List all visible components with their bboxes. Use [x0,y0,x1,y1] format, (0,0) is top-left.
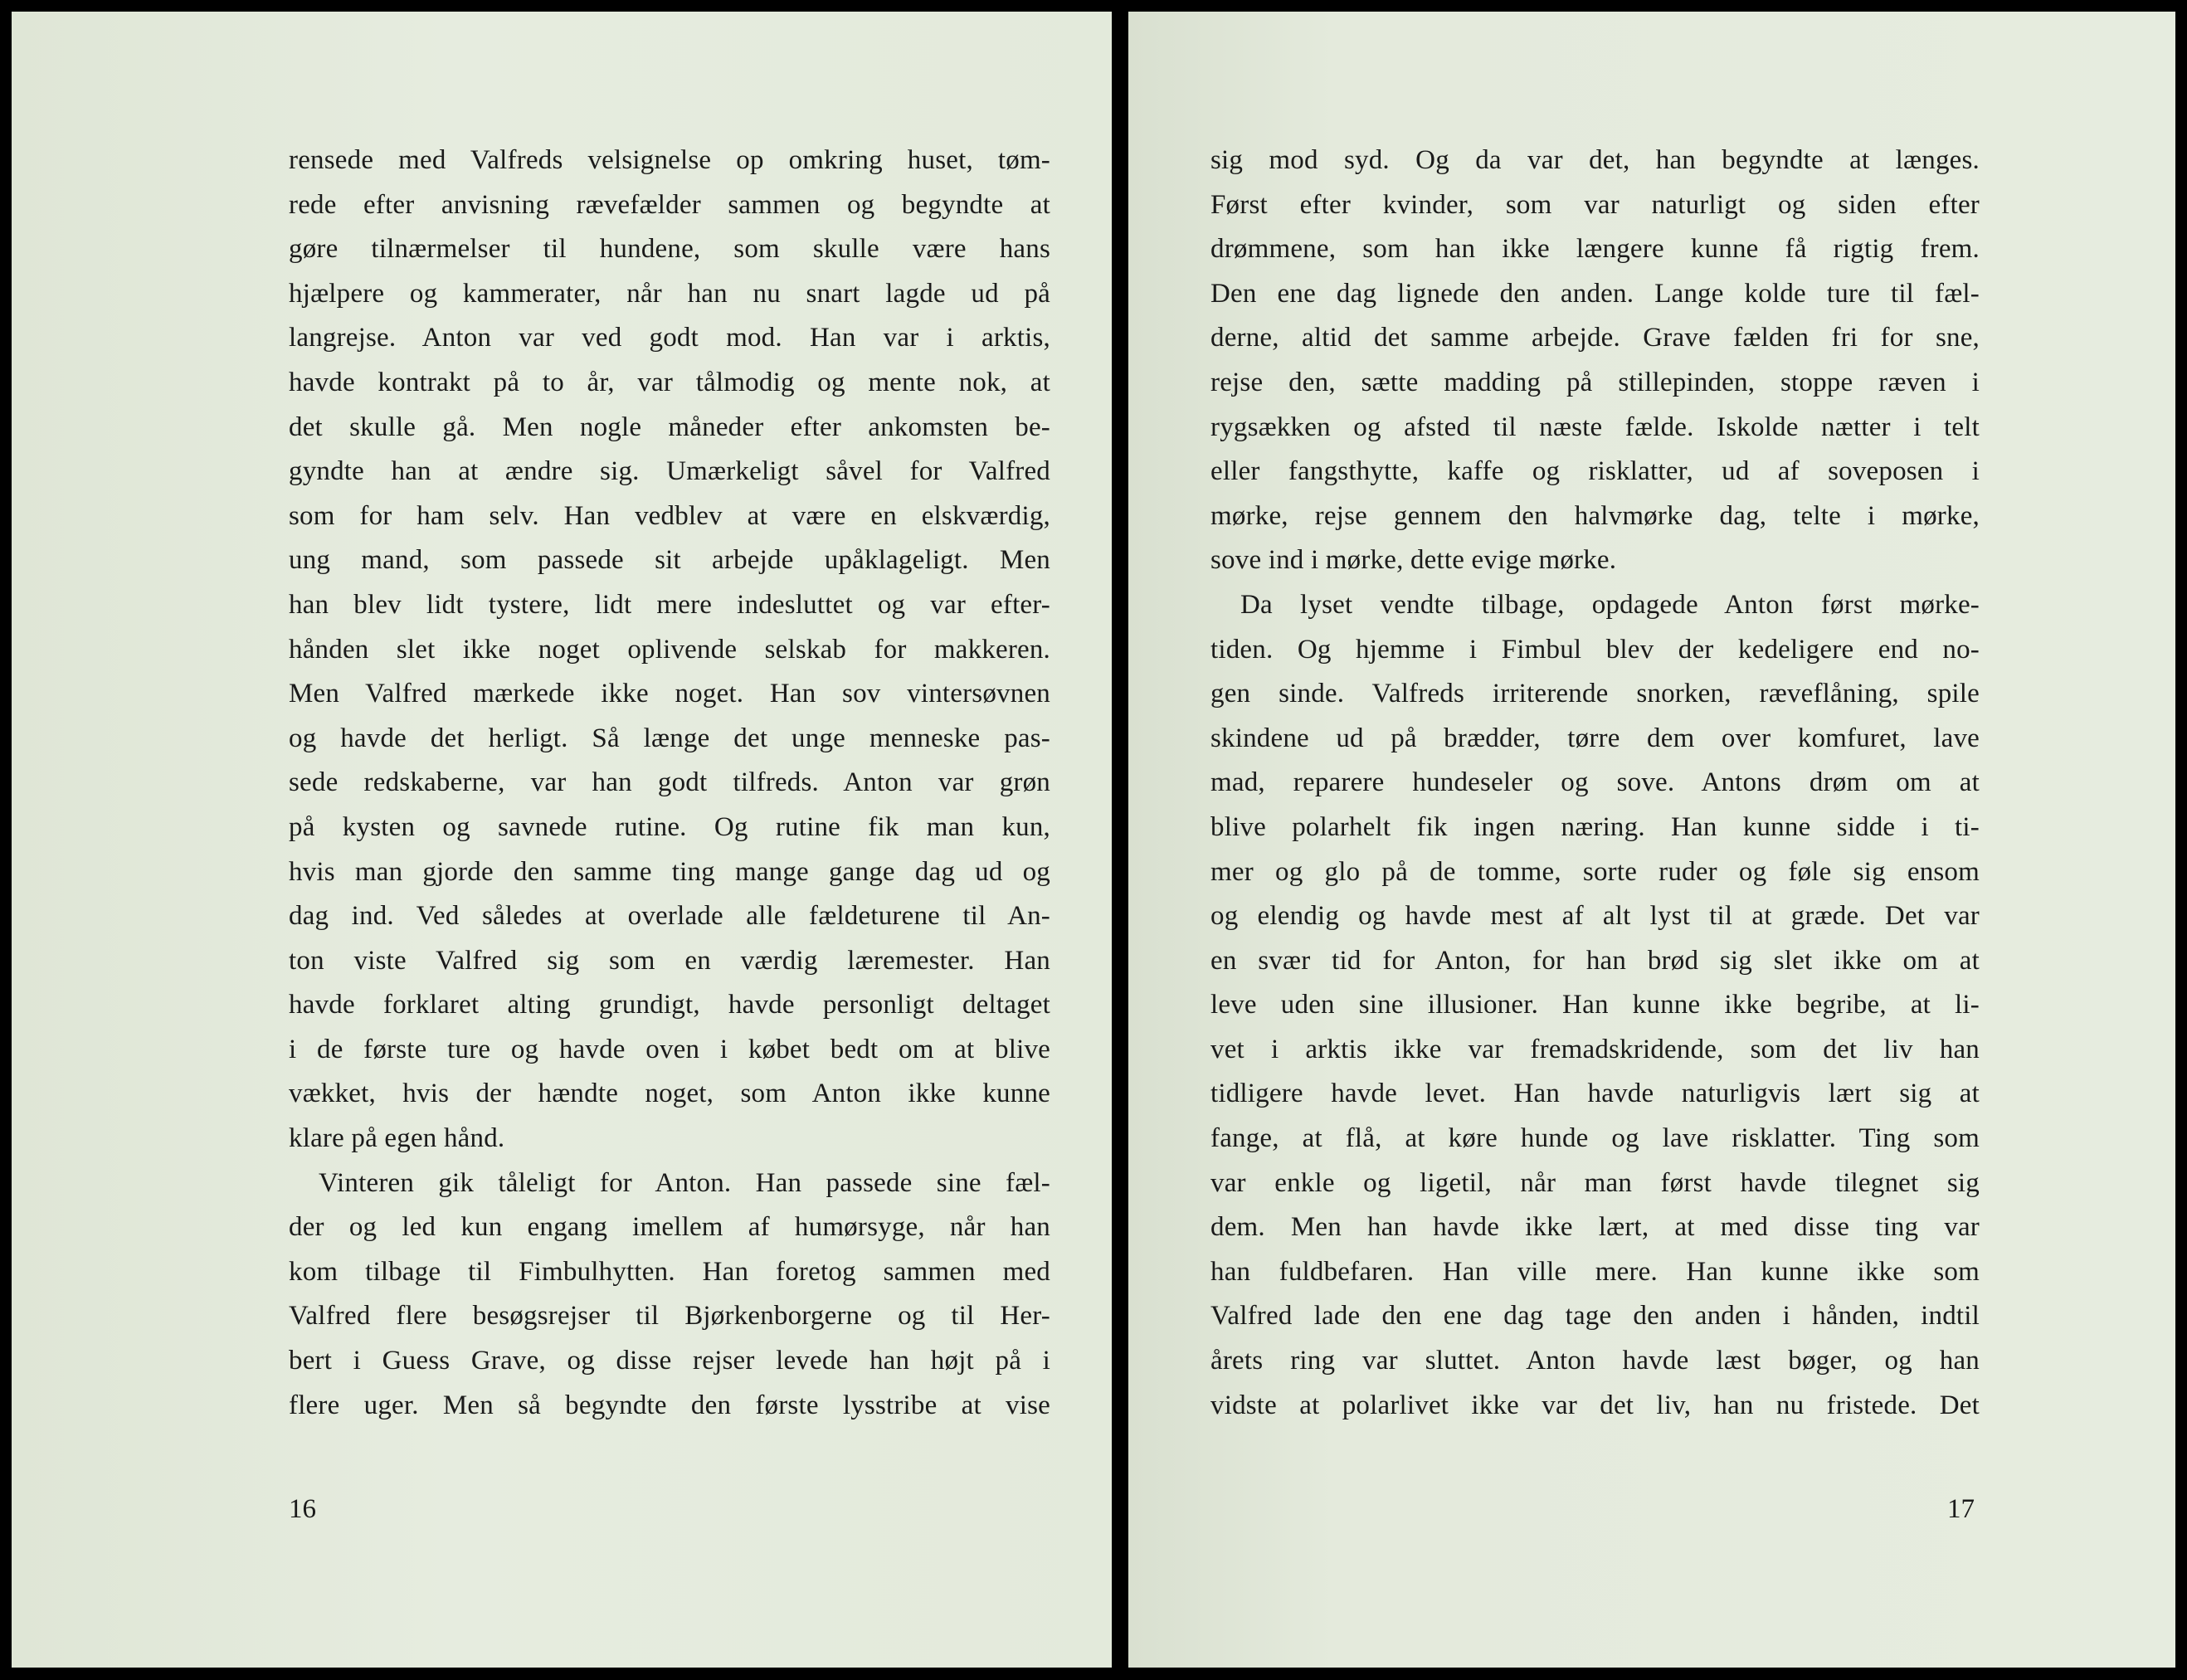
text-line: kom tilbage til Fimbulhytten. Han foretog sammen med [289,1256,1050,1287]
text-line: vækket, hvis der hændte noget, som Anton ikke kunne [289,1079,1050,1109]
text-line: Først efter kvinder, som var naturligt og siden efter [1210,189,1980,220]
text-line: hvis man gjorde den samme ting mange gange dag ud og [289,856,1050,887]
text-line: leve uden sine illusioner. Han kunne ikke begribe, at li- [1210,990,1980,1020]
page-number: 17 [1947,1494,1975,1524]
text-line: mad, reparere hundeseler og sove. Antons drøm om at [1210,767,1980,798]
text-line: tidligere havde levet. Han havde naturligvis lært sig at [1210,1079,1980,1109]
text-line: sig mod syd. Og da var det, han begyndte at længes. [1210,145,1980,175]
text-line: ton viste Valfred sig som en værdig læremester. Han [289,945,1050,976]
text-line: ung mand, som passede sit arbejde upåklageligt. Men [289,545,1050,576]
text-line: Valfred lade den ene dag tage den anden i hånden, indtil [1210,1301,1980,1332]
text-line: klare på egen hånd. [289,1123,505,1154]
left-page-text [289,139,1050,1428]
text-line: bert i Guess Grave, og disse rejser levede han højt på i [289,1346,1050,1376]
text-line: gyndte han at ændre sig. Umærkeligt såvel for Valfred [289,456,1050,487]
text-line: drømmene, som han ikke længere kunne få rigtig frem. [1210,234,1980,265]
text-line: årets ring var sluttet. Anton havde læst bøger, og han [1210,1346,1980,1376]
text-line: sede redskaberne, var han godt tilfreds. Anton var grøn [289,767,1050,798]
right-page [1128,12,2175,1668]
text-line: fange, at flå, at køre hunde og lave risklatter. Ting som [1210,1123,1980,1154]
text-line: Men Valfred mærkede ikke noget. Han sov vintersøvnen [289,679,1050,709]
text-line: og havde det herligt. Så længe det unge menneske pas- [289,723,1050,753]
text-line: derne, altid det samme arbejde. Grave fælden fri for sne, [1210,323,1980,353]
text-line: det skulle gå. Men nogle måneder efter ankomsten be- [289,411,1050,442]
text-line: der og led kun engang imellem af humørsyge, når han [289,1212,1050,1243]
text-line: mørke, rejse gennem den halvmørke dag, telte i mørke, [1210,500,1980,531]
text-line: som for ham selv. Han vedblev at være en elskværdig, [289,500,1050,531]
text-line: gøre tilnærmelser til hundene, som skulle være hans [289,234,1050,265]
text-line: flere uger. Men så begyndte den første lysstribe at vise [289,1390,1050,1420]
text-line: rejse den, sætte madding på stillepinden, stoppe ræven i [1210,367,1980,397]
text-line: rede efter anvisning rævefælder sammen og begyndte at [289,189,1050,220]
text-line: langrejse. Anton var ved godt mod. Han var i arktis, [289,323,1050,353]
text-line: havde forklaret alting grundigt, havde personligt deltaget [289,990,1050,1020]
text-line: Da lyset vendte tilbage, opdagede Anton først mørke- [1240,589,1980,620]
text-line: en svær tid for Anton, for han brød sig slet ikke om at [1210,945,1980,976]
text-line: sove ind i mørke, dette evige mørke. [1210,545,1617,576]
text-line: Den ene dag lignede den anden. Lange kolde ture til fæl- [1210,278,1980,309]
text-line: hjælpere og kammerater, når han nu snart lagde ud på [289,278,1050,309]
text-line: Vinteren gik tåleligt for Anton. Han passede sine fæl- [319,1167,1050,1198]
text-line: han fuldbefaren. Han ville mere. Han kunne ikke som [1210,1256,1980,1287]
text-line: blive polarhelt fik ingen næring. Han kunne sidde i ti- [1210,811,1980,842]
text-line: gen sinde. Valfreds irriterende snorken, ræveflåning, spile [1210,679,1980,709]
text-line: dag ind. Ved således at overlade alle fældeturene til An- [289,901,1050,932]
text-line: mer og glo på de tomme, sorte ruder og føle sig ensom [1210,856,1980,887]
left-page [12,12,1112,1668]
text-line: eller fangsthytte, kaffe og risklatter, ud af soveposen i [1210,456,1980,487]
text-line: rygsækken og afsted til næste fælde. Iskolde nætter i telt [1210,411,1980,442]
text-line: skindene ud på brædder, tørre dem over komfuret, lave [1210,723,1980,753]
text-line: vet i arktis ikke var fremadskridende, som det liv han [1210,1034,1980,1064]
text-line: dem. Men han havde ikke lært, at med disse ting var [1210,1212,1980,1243]
text-line: vidste at polarlivet ikke var det liv, han nu fristede. Det [1210,1390,1980,1420]
text-line: var enkle og ligetil, når man først havde tilegnet sig [1210,1167,1980,1198]
text-line: hånden slet ikke noget oplivende selskab for makkeren. [289,634,1050,665]
text-line: på kysten og savnede rutine. Og rutine fik man kun, [289,811,1050,842]
text-line: og elendig og havde mest af alt lyst til at græde. Det var [1210,901,1980,932]
right-page-text [1210,139,1980,1428]
text-line: rensede med Valfreds velsignelse op omkring huset, tøm- [289,145,1050,175]
text-line: tiden. Og hjemme i Fimbul blev der kedeligere end no- [1210,634,1980,665]
text-line: havde kontrakt på to år, var tålmodig og mente nok, at [289,367,1050,397]
text-line: han blev lidt tystere, lidt mere indesluttet og var efter- [289,589,1050,620]
text-line: i de første ture og havde oven i købet bedt om at blive [289,1034,1050,1064]
text-line: Valfred flere besøgsrejser til Bjørkenborgerne og til Her- [289,1301,1050,1332]
page-number: 16 [289,1494,316,1524]
